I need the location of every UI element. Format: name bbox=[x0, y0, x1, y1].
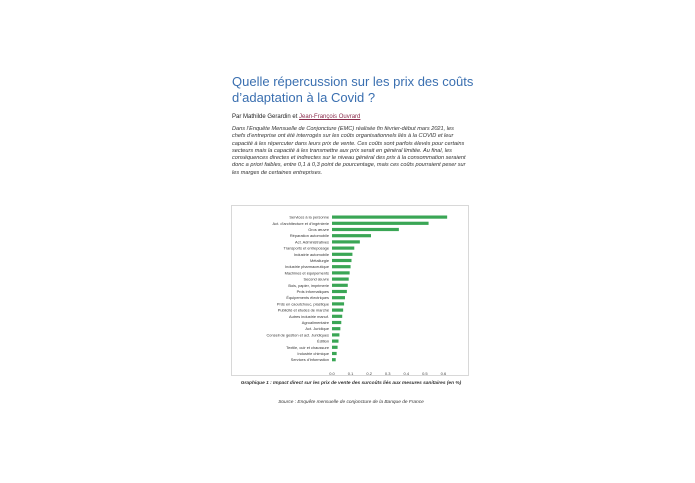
category-label: Act. Juridique bbox=[305, 326, 329, 332]
bar bbox=[332, 309, 343, 312]
category-label: Gros œuvre bbox=[308, 227, 329, 232]
article-title: Quelle répercussion sur les prix des coûts d’adaptation à la Covid ? bbox=[232, 74, 474, 105]
category-label: Services à la personne bbox=[289, 214, 329, 220]
abstract-part1: Dans l’ bbox=[232, 126, 250, 132]
figure-source: Source : Enquête mensuelle de conjoncture de la Banque de France bbox=[278, 400, 424, 405]
bar bbox=[332, 228, 399, 231]
bar bbox=[332, 216, 447, 219]
category-label: Réparation automobile bbox=[289, 233, 329, 239]
category-label: Métallurgie bbox=[309, 258, 329, 263]
bar bbox=[332, 358, 336, 361]
category-label: Machines et équipements bbox=[284, 270, 329, 276]
bar-chart bbox=[232, 206, 468, 375]
bar bbox=[332, 321, 341, 324]
category-label: Industrie pharmaceutique bbox=[285, 264, 329, 270]
bar bbox=[332, 315, 342, 318]
bar bbox=[332, 290, 347, 293]
x-tick-label: 0,5 bbox=[422, 370, 428, 375]
bar bbox=[332, 284, 348, 287]
category-label: Industrie chimique bbox=[297, 351, 329, 356]
bar bbox=[332, 346, 338, 349]
author-link[interactable]: Jean-François Ouvrard bbox=[299, 114, 361, 120]
category-label: Agroalimentaire bbox=[301, 320, 329, 325]
bar bbox=[332, 333, 339, 336]
bar bbox=[332, 234, 371, 237]
category-label: Autres industrie manuf. bbox=[288, 313, 329, 319]
bar bbox=[332, 222, 429, 225]
bar bbox=[332, 240, 360, 243]
category-label: Équipements électriques bbox=[286, 295, 329, 301]
x-tick-label: 0,3 bbox=[384, 370, 391, 375]
authors-prefix: Par Mathilde Gerardin et bbox=[232, 114, 300, 120]
bar bbox=[332, 340, 339, 343]
category-label: Second œuvre bbox=[303, 276, 329, 282]
chart-figure bbox=[231, 205, 469, 376]
bar bbox=[332, 259, 352, 262]
x-tick-label: 0,4 bbox=[403, 370, 410, 375]
bar bbox=[332, 352, 337, 355]
bar bbox=[332, 302, 344, 305]
category-label: Prds en caoutchouc, plastique bbox=[276, 301, 329, 307]
bar bbox=[332, 278, 349, 281]
category-label: Act. d’architecture et d’ingénierie bbox=[272, 220, 329, 226]
category-label: Act. Administratives bbox=[295, 239, 329, 245]
article-abstract bbox=[232, 126, 468, 177]
category-label: Transports et entreposage bbox=[283, 245, 329, 251]
abstract-survey-name: Enquête Mensuelle de Conjoncture bbox=[249, 126, 337, 132]
category-label: Bois, papier, imprimerie bbox=[288, 282, 329, 288]
bar bbox=[332, 247, 354, 250]
category-label: Industrie automobile bbox=[293, 251, 329, 257]
x-tick-label: 0,2 bbox=[366, 370, 372, 375]
abstract-part2: (EMC) réalisée fin février-début mars 2021, les chefs d’entreprise ont été interrogés sur les coûts organisationnels liés à la COVID et leur capacité à les répercuter dans leurs prix de vente. Ces coûts sont parfois élevés pour certains secteurs mais la capacité à les transmettre aux prix serait en général limitée. Au final, les conséquences directes et indirectes sur le niveau général des prix à la consommation seraient donc a priori faibles, entre 0,1 à 0,3 point de pourcentage, mais ces coûts pourraient peser sur les marges de certaines entreprises. bbox=[232, 126, 466, 176]
bar bbox=[332, 265, 351, 268]
bar bbox=[332, 296, 345, 299]
category-label: Services d’information bbox=[290, 357, 329, 363]
category-label: Publicité et études de marché bbox=[277, 307, 329, 313]
category-label: Prds informatiques bbox=[296, 289, 329, 294]
category-label: Édition bbox=[317, 338, 329, 344]
article-authors bbox=[232, 113, 360, 121]
x-tick-label: 0,6 bbox=[440, 370, 447, 375]
x-tick-label: 0,0 bbox=[329, 370, 335, 375]
bar bbox=[332, 253, 352, 256]
figure-caption: Graphique 1 : Impact direct sur les prix de vente des surcoûts liés aux mesures sanitaires (en %) bbox=[240, 381, 462, 386]
bar bbox=[332, 271, 350, 274]
category-label: Textile, cuir et chaussure bbox=[286, 344, 329, 350]
category-label: Conseil de gestion et act. Juridiques bbox=[266, 332, 329, 338]
bar bbox=[332, 327, 340, 330]
x-tick-label: 0,1 bbox=[347, 370, 354, 375]
